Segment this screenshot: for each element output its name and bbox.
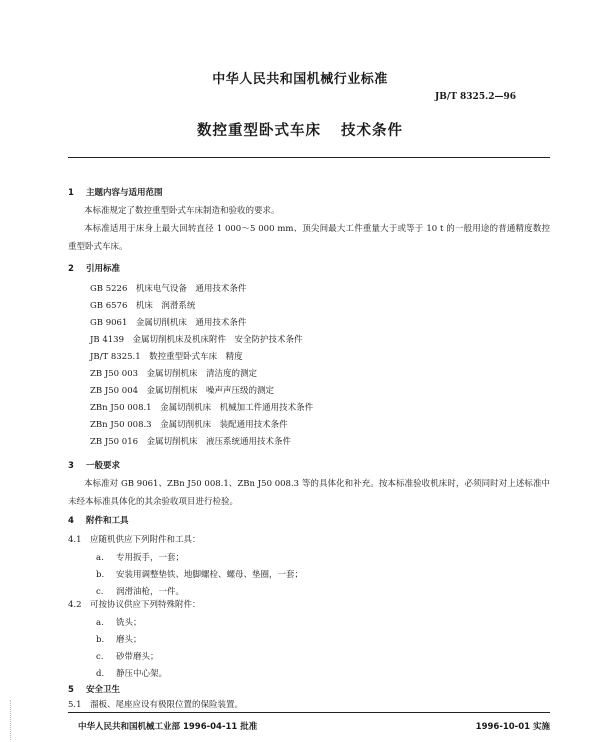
list-item <box>96 551 184 563</box>
section-title: 引用标准 <box>86 264 121 274</box>
issuing-organization: 中华人民共和国机械行业标准 <box>212 72 388 87</box>
item-label: a. <box>96 618 104 628</box>
reference-item: GB 5226 机床电气设备 通用技术条件 <box>90 284 247 294</box>
standard-code: JB/T 8325.2—96 <box>435 92 516 102</box>
reference-item: JB 4139 金属切削机床及机床附件 安全防护技术条件 <box>90 335 303 345</box>
item-text: 砂带磨头； <box>116 652 159 662</box>
subsection-4-1 <box>68 533 201 545</box>
reference-item: ZBn J50 008.1 金属切削机床 机械加工件通用技术条件 <box>90 403 314 413</box>
scan-margin-marks <box>10 700 15 740</box>
item-text: 专用扳手，一套； <box>116 553 185 563</box>
list-item <box>96 585 184 597</box>
subsection-text: 应随机供应下列附件和工具： <box>90 535 201 545</box>
item-label: b. <box>96 635 105 645</box>
list-item <box>96 616 142 628</box>
reference-item: ZB J50 016 金属切削机床 液压系统通用技术条件 <box>90 437 292 447</box>
item-text: 静压中心架。 <box>116 669 168 679</box>
item-label: c. <box>96 587 104 597</box>
header-divider <box>68 157 550 158</box>
section-4-heading <box>68 514 129 526</box>
item-label: d. <box>96 669 105 679</box>
item-text: 润滑油枪，一件。 <box>116 587 185 597</box>
reference-item: GB 9061 金属切削机床 通用技术条件 <box>90 318 247 328</box>
section-title: 安全卫生 <box>86 685 121 695</box>
subsection-text: 可按协议供应下列特殊附件： <box>90 600 201 610</box>
section-number: 4 <box>68 516 74 526</box>
section-title: 一般要求 <box>86 461 121 471</box>
approval-line: 中华人民共和国机械工业部 1996-04-11 批准 <box>78 722 258 732</box>
section-number: 2 <box>68 264 74 274</box>
section-3-paragraph: 本标准对 GB 9061、ZBn J50 008.1、ZBn J50 008.3 等的具体化和补充。按本标准验收机床时，必须同时对上述标准中未经本标准具体化的其余验收项目进行检验。 <box>68 479 550 507</box>
section-2-heading <box>68 262 120 274</box>
reference-item: GB 6576 机床 润滑系统 <box>90 301 196 311</box>
list-item <box>96 667 167 679</box>
list-item <box>96 633 142 645</box>
subsection-5-1 <box>68 698 243 710</box>
subsection-number: 5.1 <box>68 700 82 710</box>
document-title <box>0 119 600 140</box>
item-label: b. <box>96 570 105 580</box>
section-1-heading <box>68 186 163 198</box>
subsection-number: 4.1 <box>68 535 82 545</box>
subsection-text: 溜板、尾座应设有极限位置的保险装置。 <box>90 700 244 710</box>
section-5-heading <box>68 683 120 695</box>
section-1-paragraph-1: 本标准规定了数控重型卧式车床制造和验收的要求。 <box>84 206 280 216</box>
section-number: 3 <box>68 461 74 471</box>
item-text: 铣头； <box>116 618 142 628</box>
item-text: 磨头； <box>116 635 142 645</box>
title-sub: 技术条件 <box>341 123 403 139</box>
section-1-paragraph-2: 本标准适用于床身上最大回转直径 1 000～5 000 mm、顶尖间最大工件重量大于或等于 10 t 的一般用途的普通精度数控重型卧式车床。 <box>68 224 550 252</box>
item-label: a. <box>96 553 104 563</box>
footer-divider <box>68 712 550 713</box>
item-label: c. <box>96 652 104 662</box>
reference-item: JB/T 8325.1 数控重型卧式车床 精度 <box>90 352 243 362</box>
section-number: 5 <box>68 685 74 695</box>
section-title: 主题内容与适用范围 <box>86 188 163 198</box>
reference-item: ZB J50 003 金属切削机床 清洁度的测定 <box>90 369 258 379</box>
reference-item: ZBn J50 008.3 金属切削机床 装配通用技术条件 <box>90 420 288 430</box>
list-item <box>96 568 303 580</box>
item-text: 安装用调整垫铁、地脚螺栓、螺母、垫圈，一套； <box>116 570 304 580</box>
section-title: 附件和工具 <box>86 516 129 526</box>
section-number: 1 <box>68 188 74 198</box>
title-main: 数控重型卧式车床 <box>197 123 321 139</box>
subsection-4-2 <box>68 598 201 610</box>
implementation-date: 1996-10-01 实施 <box>475 722 550 732</box>
subsection-number: 4.2 <box>68 600 82 610</box>
list-item <box>96 650 159 662</box>
reference-item: ZB J50 004 金属切削机床 噪声声压级的测定 <box>90 386 275 396</box>
section-3-heading <box>68 459 120 471</box>
